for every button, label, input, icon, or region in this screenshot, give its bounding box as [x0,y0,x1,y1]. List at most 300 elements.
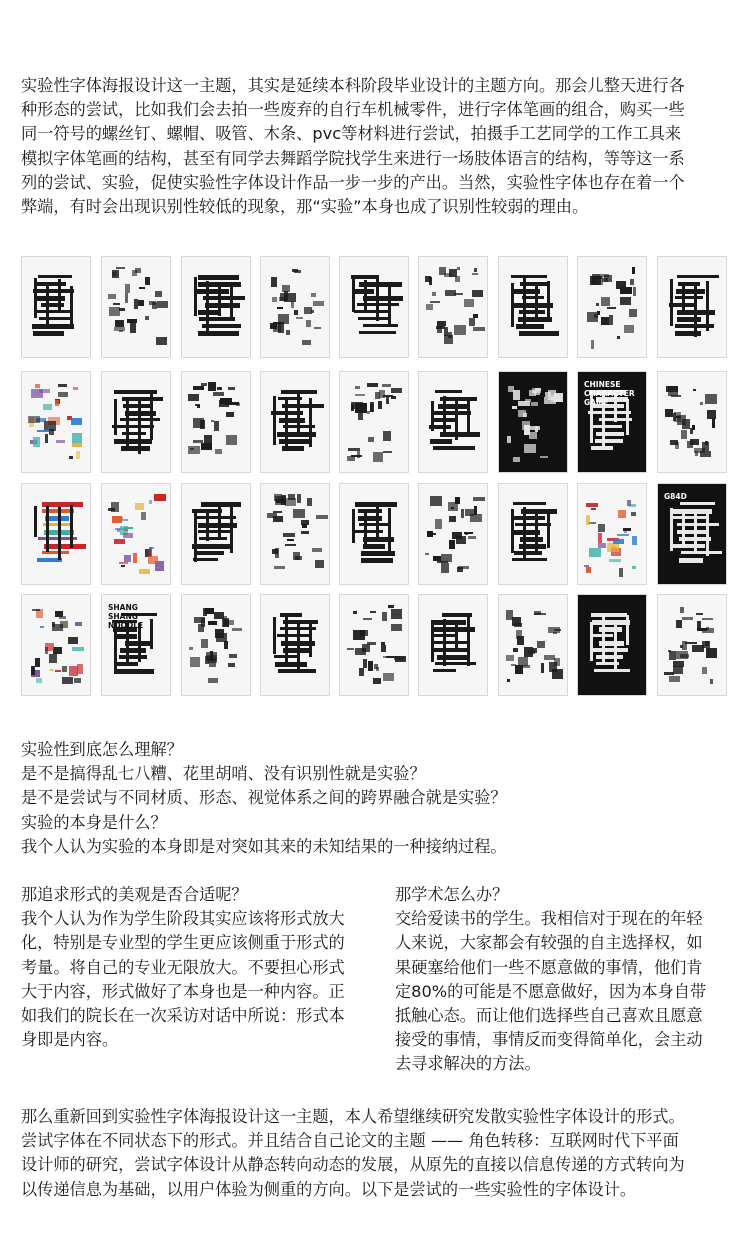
poster-thumbnail [419,257,487,357]
poster-stroke [669,651,676,660]
poster-stroke [710,679,713,684]
poster-stroke [623,528,631,531]
poster-stroke [472,273,478,275]
poster-stroke [472,290,483,297]
poster-stroke [35,310,71,313]
poster-stroke [275,662,307,667]
left-column-paragraph [21,883,369,1052]
poster-stroke [193,440,203,443]
poster-stroke [553,632,557,634]
col-left-line: 化，特别是专业型的学生更应该侧重于形式的 [21,933,345,953]
poster-artwork [658,595,726,695]
poster-stroke [230,283,233,317]
poster-stroke [272,549,278,554]
poster-stroke [367,642,376,645]
poster-stroke [307,498,312,506]
poster-stroke [598,276,602,279]
poster-stroke [125,284,130,293]
poster-stroke [204,435,212,443]
poster-stroke [201,618,205,627]
poster-stroke [675,331,701,336]
poster-stroke [224,641,228,649]
poster-stroke [512,617,521,626]
poster-thumbnail [102,484,170,584]
poster-stroke [368,661,373,671]
poster-stroke [286,330,290,335]
poster-thumbnail [658,595,726,695]
poster-stroke [360,630,368,636]
poster-thumbnail [22,257,90,357]
poster-stroke [513,390,520,400]
questions-line: 实验性到底怎么理解？ [21,740,183,759]
poster-stroke [150,547,154,549]
poster-stroke [391,396,396,399]
poster-stroke [443,396,446,433]
poster-stroke [282,285,290,292]
poster-stroke [435,390,462,393]
poster-stroke [383,656,393,658]
poster-stroke [473,327,485,331]
poster-stroke [138,401,141,454]
intro-line: 实验性字体海报设计这一主题，其实是延续本科阶段毕业设计的主题方向。那会儿整天进行各 [21,76,685,95]
poster-stroke [139,287,145,289]
poster-stroke [274,566,285,569]
poster-stroke [682,617,693,620]
poster-stroke [464,299,474,307]
poster-stroke [670,508,673,551]
col-right-line: 那学术怎么办？ [395,885,509,904]
poster-artwork [658,257,726,357]
poster-stroke [115,320,124,327]
poster-stroke [702,618,713,620]
poster-stroke [34,506,37,537]
poster-stroke [665,409,673,417]
poster-stroke [677,275,719,278]
poster-artwork [22,484,90,584]
poster-artwork [340,484,408,584]
poster-stroke [437,655,469,660]
poster-stroke [433,446,475,450]
poster-stroke [433,669,456,672]
poster-title-line: GAME [584,398,609,407]
intro-line: 弊端，有时会出现识别性较低的现象，那“实验”本身也成了识别性较弱的理由。 [21,197,589,217]
poster-stroke [516,324,544,329]
poster-stroke [295,556,302,560]
poster-artwork [340,595,408,695]
poster-stroke [441,563,449,573]
poster-stroke [72,647,84,651]
poster-stroke [297,394,300,435]
poster-stroke [511,509,514,553]
poster-stroke [215,629,224,638]
poster-stroke [201,443,212,450]
poster-thumbnail [340,484,408,584]
poster-stroke [232,628,242,631]
poster-stroke [438,404,467,409]
poster-artwork [22,372,90,472]
poster-stroke [535,426,538,432]
poster-stroke [512,558,547,561]
col-left-line: 那追求形式的美观是否合适呢？ [21,885,248,904]
col-left-line: 我个人认为作为学生阶段其实应该将形式放大 [21,909,345,929]
poster-stroke [123,533,133,538]
poster-stroke [702,667,707,674]
poster-stroke [364,280,367,311]
poster-stroke [696,613,703,615]
poster-thumbnail [102,372,170,472]
poster-title-line: G84D [664,492,687,501]
poster-stroke [35,658,40,667]
poster-stroke [285,498,296,506]
poster-stroke [381,642,385,645]
poster-stroke [352,509,355,543]
poster-stroke [632,536,637,545]
poster-stroke [431,401,434,431]
poster-stroke [157,301,168,308]
poster-stroke [301,531,309,534]
poster-stroke [273,396,276,445]
poster-stroke [347,648,354,650]
poster-stroke [444,335,453,344]
poster-stroke [53,647,62,654]
poster-stroke [141,512,146,520]
poster-stroke [706,509,709,556]
poster-stroke [455,398,458,440]
poster-thumbnail [261,372,329,472]
poster-stroke [138,300,144,306]
poster-stroke [114,439,152,444]
col-left-line: 大于内容，形式做好了本身也是一种内容。正 [21,981,345,1001]
poster-stroke [677,317,701,322]
poster-stroke [705,641,709,646]
poster-stroke [116,669,154,674]
poster-stroke [109,307,120,316]
poster-stroke [519,310,545,314]
poster-stroke [597,311,600,315]
poster-stroke [664,672,674,675]
poster-stroke [150,392,153,440]
poster-stroke [114,623,117,674]
poster-stroke [370,404,373,412]
poster-stroke [272,297,277,302]
poster-stroke [598,524,605,532]
poster-thumbnail [578,595,646,695]
poster-stroke [464,532,473,534]
poster-stroke [348,448,360,451]
poster-stroke [680,607,684,613]
poster-stroke [220,398,232,404]
poster-stroke [473,314,478,318]
poster-stroke [198,530,230,533]
poster-stroke [697,621,701,631]
poster-stroke [302,340,311,345]
poster-stroke [309,398,312,447]
poster-stroke [198,331,239,336]
poster-stroke [354,310,389,313]
poster-stroke [383,451,392,453]
poster-stroke [524,647,533,657]
poster-thumbnail [102,595,170,695]
poster-artwork [340,372,408,472]
poster-stroke [214,421,219,431]
poster-stroke [363,296,403,301]
poster-thumbnail [419,484,487,584]
poster-stroke [70,286,73,327]
poster-stroke [306,320,311,327]
poster-stroke [283,620,318,624]
poster-stroke [122,432,146,435]
poster-stroke [277,634,309,637]
poster-stroke [116,267,125,269]
poster-stroke [76,451,80,459]
poster-stroke [518,657,528,666]
poster-stroke [430,301,440,303]
poster-stroke [632,566,636,569]
poster-stroke [205,656,209,664]
poster-stroke [111,502,119,512]
poster-stroke [434,648,467,652]
poster-title-line: SHANG SHANG [108,603,138,621]
poster-stroke [361,551,395,556]
poster-stroke [199,537,227,540]
poster-stroke [386,396,389,404]
poster-stroke [45,647,48,654]
poster-stroke [519,331,559,336]
poster-stroke [467,400,470,437]
poster-stroke [595,439,623,443]
poster-stroke [119,655,147,659]
poster-stroke [607,307,616,309]
poster-stroke [680,654,689,658]
poster-thumbnail [578,372,646,472]
poster-stroke [71,418,82,425]
questions-line: 是不是搞得乱七八糟、花里胡哨、没有识别性就是实验？ [21,764,426,784]
poster-stroke [39,317,71,320]
poster-stroke [34,278,37,318]
poster-stroke [124,555,131,562]
poster-thumbnail [419,372,487,472]
poster-stroke [72,433,82,443]
poster-title [584,380,635,407]
poster-stroke [523,507,526,559]
poster-stroke [685,642,697,644]
poster-stroke [36,678,42,683]
poster-stroke [154,494,166,501]
poster-stroke [121,565,125,567]
poster-stroke [37,430,49,432]
poster-stroke [359,523,389,526]
poster-stroke [680,502,715,505]
col-left-line: 如我们的院长在一次采访对话中所说：形式本 [21,1006,345,1026]
poster-stroke [601,317,609,325]
poster-stroke [529,432,537,439]
poster-stroke [194,277,197,316]
poster-stroke [59,616,66,619]
poster-stroke [588,411,631,414]
poster-stroke [363,324,398,327]
poster-stroke [55,400,59,406]
poster-stroke [458,566,469,569]
col-right-line: 果硬塞给他们一些不愿意做的事情，他们肯 [395,957,703,977]
poster-artwork [261,595,329,695]
poster-artwork [578,595,646,695]
questions-paragraph [21,738,731,859]
poster-stroke [117,529,120,532]
poster-stroke [218,283,221,316]
poster-stroke [313,301,324,306]
questions-line: 我个人认为实验的本身即是对突如其来的未知结果的一种接纳过程。 [21,836,507,856]
closing-paragraph [21,1105,731,1202]
poster-stroke [513,457,520,462]
poster-stroke [590,425,622,428]
intro-line: 种形态的尝试，比如我们会去拍一些废弃的自行车机械零件，进行字体笔画的组合，购买一些 [21,100,685,120]
poster-stroke [112,425,154,428]
poster-thumbnail [182,257,250,357]
poster-stroke [236,403,240,406]
poster-stroke [430,439,452,444]
poster-stroke [285,397,288,449]
poster-stroke [617,534,629,536]
poster-stroke [432,292,436,296]
poster-stroke [602,615,605,665]
poster-artwork [658,372,726,472]
poster-thumbnail [578,257,646,357]
poster-stroke [594,669,630,672]
poster-stroke [124,529,128,531]
poster-stroke [77,664,83,674]
poster-stroke [208,382,216,391]
poster-stroke [363,659,367,668]
poster-stroke [296,317,303,319]
poster-stroke [119,517,123,519]
poster-stroke [511,516,545,520]
poster-stroke [28,416,40,423]
poster-stroke [203,296,245,300]
poster-stroke [149,301,156,305]
poster-stroke [540,456,548,458]
poster-stroke [444,327,448,336]
poster-stroke [367,411,370,414]
col-right-line: 人来说，大家都会有较强的自主选择权，如 [395,933,703,953]
poster-stroke [121,446,150,451]
poster-stroke [633,287,636,296]
poster-stroke [367,383,378,387]
poster-stroke [139,569,150,574]
poster-stroke [362,644,370,652]
poster-stroke [454,293,463,295]
poster-stroke [148,556,158,564]
poster-artwork [499,372,567,472]
poster-stroke [590,634,613,637]
poster-stroke [382,384,391,387]
poster-stroke [672,516,706,519]
poster-stroke [692,425,695,430]
poster-stroke [681,551,722,554]
poster-stroke [359,331,396,334]
poster-stroke [430,496,442,506]
poster-stroke [554,629,561,631]
poster-stroke [135,503,144,510]
poster-stroke [285,615,288,667]
poster-stroke [534,613,546,615]
poster-stroke [449,516,456,522]
poster-stroke [461,509,464,518]
poster-stroke [198,275,239,280]
poster-stroke [433,556,441,561]
intro-paragraph [21,74,731,219]
poster-stroke [706,648,717,658]
poster-stroke [291,301,294,308]
poster-stroke [620,297,631,305]
poster-artwork [578,257,646,357]
poster-stroke [707,410,716,419]
poster-stroke [134,299,138,309]
poster-stroke [670,509,712,514]
poster-stroke [604,275,612,282]
poster-stroke [40,626,44,628]
poster-stroke [524,425,530,435]
intro-line: 模拟字体笔画的结构，甚至有同学去舞蹈学院找学生来进行一场肢体语言的结构，等等这一系 [21,148,685,168]
poster-stroke [425,276,431,282]
poster-stroke [596,432,624,436]
poster-stroke [119,330,123,332]
poster-stroke [675,296,703,299]
poster-stroke [206,281,209,335]
poster-stroke [226,412,234,417]
poster-artwork [22,595,90,695]
poster-thumbnail [578,484,646,584]
poster-stroke [596,303,599,306]
poster-artwork [102,484,170,584]
poster-stroke [448,502,458,511]
poster-stroke [62,677,73,684]
poster-stroke [474,268,477,272]
poster-artwork [182,257,250,357]
poster-thumbnail [419,595,487,695]
col-right-line: 去寻求解决的方法。 [395,1054,541,1074]
poster-stroke [676,620,682,628]
poster-stroke [192,544,230,549]
poster-stroke [155,291,162,297]
poster-stroke [193,386,204,390]
poster-stroke [596,655,623,659]
poster-stroke [355,394,365,396]
poster-stroke [312,548,322,552]
poster-stroke [470,514,482,522]
poster-stroke [125,293,128,303]
poster-stroke [126,400,129,448]
poster-stroke [449,269,457,277]
poster-stroke [457,267,460,270]
poster-artwork [499,595,567,695]
closing-line: 设计师的研究，尝试字体设计从静态转向动态的发展，从原先的直接以信息传递的方式转向为 [21,1155,685,1175]
poster-stroke [32,609,40,611]
poster-title-line: NOODLE [108,621,144,630]
poster-stroke [469,318,475,326]
poster-stroke [373,678,381,684]
poster-stroke [228,663,235,667]
poster-stroke [284,293,296,302]
poster-stroke [437,321,446,326]
poster-thumbnail [261,595,329,695]
poster-stroke [46,282,49,328]
poster-stroke [449,540,455,549]
poster-stroke [294,310,298,315]
poster-stroke [281,390,317,394]
poster-stroke [226,435,237,445]
closing-line: 以传递信息为基础，以用户体验为侧重的方向。以下是尝试的一些实验性的字体设计。 [21,1179,637,1199]
poster-stroke [58,392,68,397]
